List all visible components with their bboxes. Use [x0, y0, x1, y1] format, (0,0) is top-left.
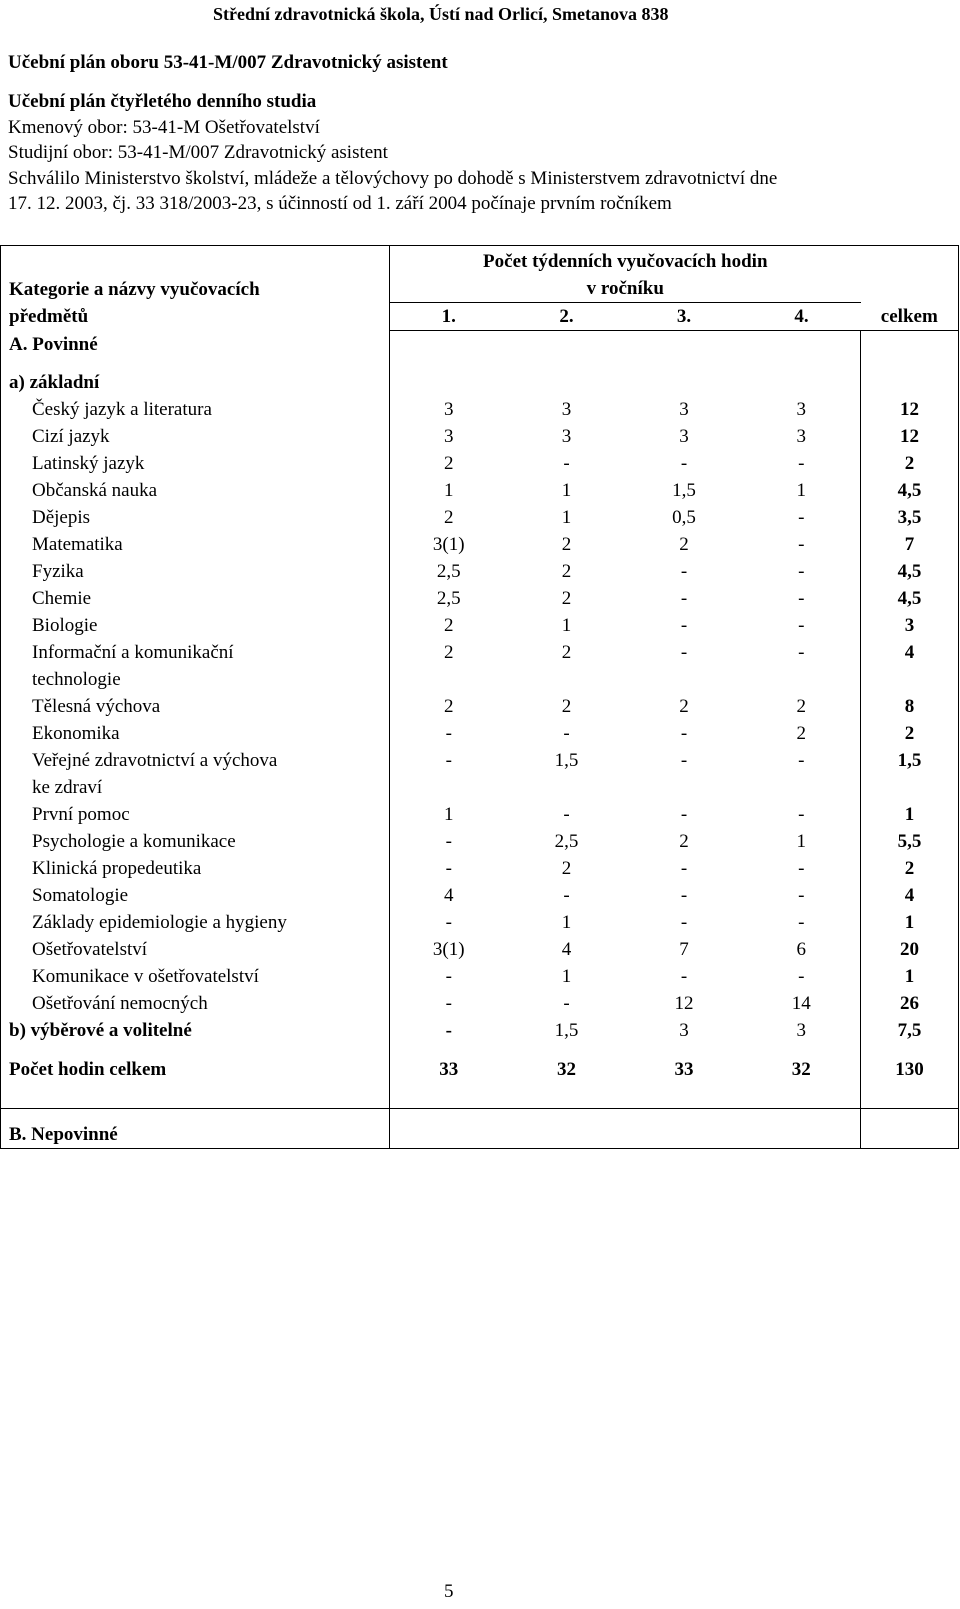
year-3-hours: - [680, 911, 688, 933]
year-2-hours: 2 [561, 587, 572, 609]
subject-row [1, 882, 959, 909]
year-1-hours: - [390, 963, 508, 990]
year-4-hours: - [798, 803, 805, 825]
year-3-hours: - [680, 641, 688, 663]
year-2-hours: - [563, 722, 570, 744]
subject-row [1, 396, 959, 423]
subject-name-line: Ekonomika [32, 722, 120, 744]
subject-row [1, 720, 959, 747]
year-3-hours: 1,5 [672, 479, 696, 501]
year-1-hours: 1 [390, 801, 508, 828]
year-4-header: 4. [743, 303, 861, 331]
year-3-hours: - [680, 965, 688, 987]
total-hours: 7 [861, 531, 959, 558]
subject-name [1, 693, 390, 720]
subject-name [1, 504, 390, 531]
year-1-hours: - [390, 909, 508, 936]
subject-name-line: Komunikace v ošetřovatelství [32, 965, 259, 987]
year-1-hours: 1 [390, 477, 508, 504]
year-4-hours: - [798, 641, 805, 663]
subject-row [1, 828, 959, 855]
subject-row [1, 585, 959, 612]
subject-name-line: Fyzika [32, 560, 84, 582]
year-4-hours: - [798, 533, 805, 555]
total-hours: 1 [861, 963, 959, 990]
subject-row [1, 612, 959, 639]
year-1-hours: 2 [390, 450, 508, 477]
year-2-hours: - [563, 803, 570, 825]
year-1-hours: 2,5 [390, 585, 508, 612]
subject-name [1, 477, 390, 504]
subject-name-line: Základy epidemiologie a hygieny [32, 911, 287, 933]
section-a-empty-total [861, 331, 959, 369]
subject-name [1, 720, 390, 747]
total-hours: 1 [861, 909, 959, 936]
hours-header-title: Počet týdenních vyučovacích hodin [483, 251, 768, 272]
year-2-hours: 1 [561, 506, 572, 528]
subject-name-line: Latinský jazyk [32, 452, 145, 474]
subject-name-line: Český jazyk a literatura [32, 398, 212, 420]
year-2-hours: - [563, 884, 570, 906]
year-3-hours: 3 [679, 425, 689, 447]
year-3-hours: 0,5 [672, 506, 696, 528]
subject-name [1, 585, 390, 612]
year-4-hours: 14 [791, 992, 811, 1014]
year-4-hours: 3 [796, 425, 807, 447]
year-1-hours: 2 [390, 639, 508, 693]
total-hours: 12 [861, 423, 959, 450]
section-a-empty [390, 331, 861, 369]
year-3-hours: 2 [679, 695, 689, 717]
total-hours: 4,5 [861, 585, 959, 612]
subject-name-line: Informační a komunikační [32, 641, 234, 663]
year-3-hours: - [680, 614, 688, 636]
year-4-hours: 3 [796, 398, 807, 420]
subject-name-line: Veřejné zdravotnictví a výchova [32, 749, 278, 771]
section-b-empty [390, 1108, 861, 1148]
year-4-hours: - [798, 965, 805, 987]
document-title: Učební plán oboru 53-41-M/007 Zdravotnický asistent [8, 52, 448, 73]
subject-row [1, 990, 959, 1017]
subject-name-line: Ošetřování nemocných [32, 992, 208, 1014]
year-2-hours: 2 [561, 857, 572, 879]
year-2-hours: 1 [561, 479, 572, 501]
intro-line: 17. 12. 2003, čj. 33 318/2003-23, s účinností od 1. září 2004 počínaje prvním ročníkem [8, 193, 672, 214]
subject-name-line: Tělesná výchova [32, 695, 161, 717]
subject-name [1, 801, 390, 828]
year-1-hours: 3(1) [390, 531, 508, 558]
total-hours: 2 [861, 720, 959, 747]
total-hours: 3 [861, 612, 959, 639]
year-3-hours: 3 [679, 1019, 689, 1041]
hours-header-subtitle: v ročníku [586, 278, 664, 299]
total-sum: 130 [861, 1056, 959, 1109]
year-3-sum: 33 [674, 1058, 694, 1080]
subject-row [1, 504, 959, 531]
total-hours: 4,5 [861, 477, 959, 504]
subject-row [1, 909, 959, 936]
year-1-hours: - [390, 990, 508, 1017]
section-b-label: B. Nepovinné [1, 1108, 390, 1148]
subject-name-line-2: technologie [32, 668, 121, 690]
group-b-row [1, 1017, 959, 1056]
year-1-hours: 3(1) [390, 936, 508, 963]
group-a-empty-total [861, 369, 959, 396]
subject-name [1, 639, 390, 693]
year-4-hours: - [798, 506, 805, 528]
school-header: Střední zdravotnická škola, Ústí nad Orlicí, Smetanova 838 [213, 4, 669, 24]
group-a-row [1, 369, 959, 396]
year-3-hours: 2 [679, 830, 689, 852]
subject-name [1, 963, 390, 990]
year-3-hours: 2 [679, 533, 689, 555]
category-header: Kategorie a názvy vyučovacích [1, 246, 390, 303]
total-hours: 4 [861, 639, 959, 693]
total-hours: 2 [861, 855, 959, 882]
year-3-hours: - [680, 857, 688, 879]
year-4-hours: - [798, 614, 805, 636]
subject-row [1, 477, 959, 504]
intro-line: Studijní obor: 53-41-M/007 Zdravotnický asistent [8, 142, 388, 163]
year-1-hours: - [390, 747, 508, 801]
year-4-hours: - [798, 749, 805, 771]
year-2-hours: 2 [561, 560, 572, 582]
year-2-hours: 1,5 [554, 749, 579, 771]
total-hours: 8 [861, 693, 959, 720]
total-hours: 2 [861, 450, 959, 477]
year-1-hours: 2 [390, 612, 508, 639]
year-2-hours: 2 [561, 641, 572, 663]
subject-name-line: Somatologie [32, 884, 129, 906]
page-number: 5 [444, 1581, 454, 1602]
section-b-row [1, 1108, 959, 1148]
year-4-hours: - [798, 560, 805, 582]
year-1-header: 1. [390, 303, 508, 331]
subject-name-line: Dějepis [32, 506, 91, 528]
year-1-hours: 2,5 [390, 558, 508, 585]
subject-row [1, 855, 959, 882]
year-3-header: 3. [626, 303, 743, 331]
year-2-sum: 32 [557, 1058, 576, 1080]
year-4-hours: 2 [796, 722, 807, 744]
year-2-hours: 4 [561, 938, 572, 960]
group-a-empty [390, 369, 861, 396]
year-2-hours: 1 [561, 965, 572, 987]
sum-label: Počet hodin celkem [1, 1056, 390, 1109]
intro-block [8, 89, 953, 217]
intro-line: Schválilo Ministerstvo školství, mládeže a tělovýchovy po dohodě s Ministerstvem zdravotnictví dne [8, 167, 778, 189]
year-2-hours: 2 [561, 695, 572, 717]
subject-name-line: Chemie [32, 587, 92, 609]
curriculum-table [0, 245, 959, 1149]
year-2-hours: 1 [561, 911, 572, 933]
hours-header [390, 246, 861, 303]
total-header: celkem [861, 303, 959, 331]
total-hours: 12 [861, 396, 959, 423]
study-heading: Učební plán čtyřletého denního studia [8, 91, 317, 112]
year-3-hours: - [680, 560, 688, 582]
year-4-hours: 6 [796, 938, 807, 960]
subject-row [1, 450, 959, 477]
section-b-empty-total [861, 1108, 959, 1148]
category-header-cont: předmětů [1, 303, 390, 331]
subject-row [1, 531, 959, 558]
year-3-hours: 12 [674, 992, 694, 1014]
year-1-hours: 2 [390, 504, 508, 531]
subject-name [1, 909, 390, 936]
sum-row [1, 1056, 959, 1109]
year-3-hours: - [680, 452, 688, 474]
year-1-sum: 33 [390, 1056, 508, 1109]
subject-name-line: Biologie [32, 614, 98, 636]
total-hours: 20 [861, 936, 959, 963]
year-1-hours: - [390, 855, 508, 882]
year-1-hours: - [390, 720, 508, 747]
year-2-hours: - [563, 452, 570, 474]
total-hours: 4,5 [861, 558, 959, 585]
header-row [1, 246, 959, 303]
year-2-hours: - [563, 992, 570, 1014]
subject-row [1, 693, 959, 720]
subject-row [1, 936, 959, 963]
year-1-hours: 2 [390, 693, 508, 720]
subject-name [1, 396, 390, 423]
subject-name [1, 423, 390, 450]
total-hours: 1 [861, 801, 959, 828]
year-2-header: 2. [508, 303, 626, 331]
subject-row [1, 558, 959, 585]
year-1-hours: 3 [390, 423, 508, 450]
year-2-hours: 2,5 [554, 830, 579, 852]
year-1-hours: 3 [390, 396, 508, 423]
subject-name-line: Ošetřovatelství [32, 938, 148, 960]
year-1-hours: 4 [390, 882, 508, 909]
year-1-hours: - [390, 1017, 508, 1056]
year-4-hours: - [798, 587, 805, 609]
year-4-hours: 1 [796, 479, 807, 501]
year-4-hours: 1 [796, 830, 807, 852]
year-3-hours: 3 [679, 398, 689, 420]
subject-name-line: První pomoc [32, 803, 130, 825]
year-1-hours: - [390, 828, 508, 855]
year-4-hours: 2 [796, 695, 807, 717]
year-3-hours: 7 [679, 938, 689, 960]
subject-name [1, 531, 390, 558]
total-hours: 1,5 [861, 747, 959, 801]
year-header-row [1, 303, 959, 331]
section-a-row [1, 331, 959, 369]
year-3-hours: - [680, 722, 688, 744]
total-hours: 7,5 [861, 1017, 959, 1056]
year-2-hours: 3 [561, 398, 572, 420]
total-hours: 3,5 [861, 504, 959, 531]
year-4-hours: - [798, 884, 805, 906]
year-4-hours: - [798, 911, 805, 933]
subject-name [1, 450, 390, 477]
subject-name-line: Psychologie a komunikace [32, 830, 236, 852]
group-a-label: a) základní [1, 369, 390, 396]
subject-name [1, 936, 390, 963]
year-2-hours: 3 [561, 425, 572, 447]
year-3-hours: - [680, 749, 688, 771]
subject-row [1, 639, 959, 693]
subject-row [1, 423, 959, 450]
subject-name [1, 990, 390, 1017]
subject-name-line: Klinická propedeutika [32, 857, 202, 879]
total-hours: 5,5 [861, 828, 959, 855]
year-3-hours: - [680, 803, 688, 825]
year-2-hours: 1,5 [554, 1019, 579, 1041]
year-3-hours: - [680, 587, 688, 609]
subject-name [1, 558, 390, 585]
subject-name-line-2: ke zdraví [32, 776, 103, 798]
year-2-hours: 1 [561, 614, 572, 636]
subject-name-line: Matematika [32, 533, 123, 555]
year-4-sum: 32 [791, 1058, 811, 1080]
year-4-hours: - [798, 452, 805, 474]
subject-name [1, 855, 390, 882]
year-4-hours: 3 [796, 1019, 807, 1041]
subject-name-line: Občanská nauka [32, 479, 158, 501]
section-a-label: A. Povinné [1, 331, 390, 369]
header-empty [861, 246, 959, 303]
subject-name [1, 828, 390, 855]
subject-name [1, 747, 390, 801]
year-3-hours: - [680, 884, 688, 906]
subject-row [1, 963, 959, 990]
year-2-hours: 2 [561, 533, 572, 555]
year-4-hours: - [798, 857, 805, 879]
total-hours: 26 [861, 990, 959, 1017]
subject-name [1, 612, 390, 639]
intro-line: Kmenový obor: 53-41-M Ošetřovatelství [8, 116, 320, 138]
subject-row [1, 747, 959, 801]
total-hours: 4 [861, 882, 959, 909]
group-b-label: b) výběrové a volitelné [1, 1017, 390, 1056]
subject-name-line: Cizí jazyk [32, 425, 110, 447]
subject-row [1, 801, 959, 828]
subject-name [1, 882, 390, 909]
